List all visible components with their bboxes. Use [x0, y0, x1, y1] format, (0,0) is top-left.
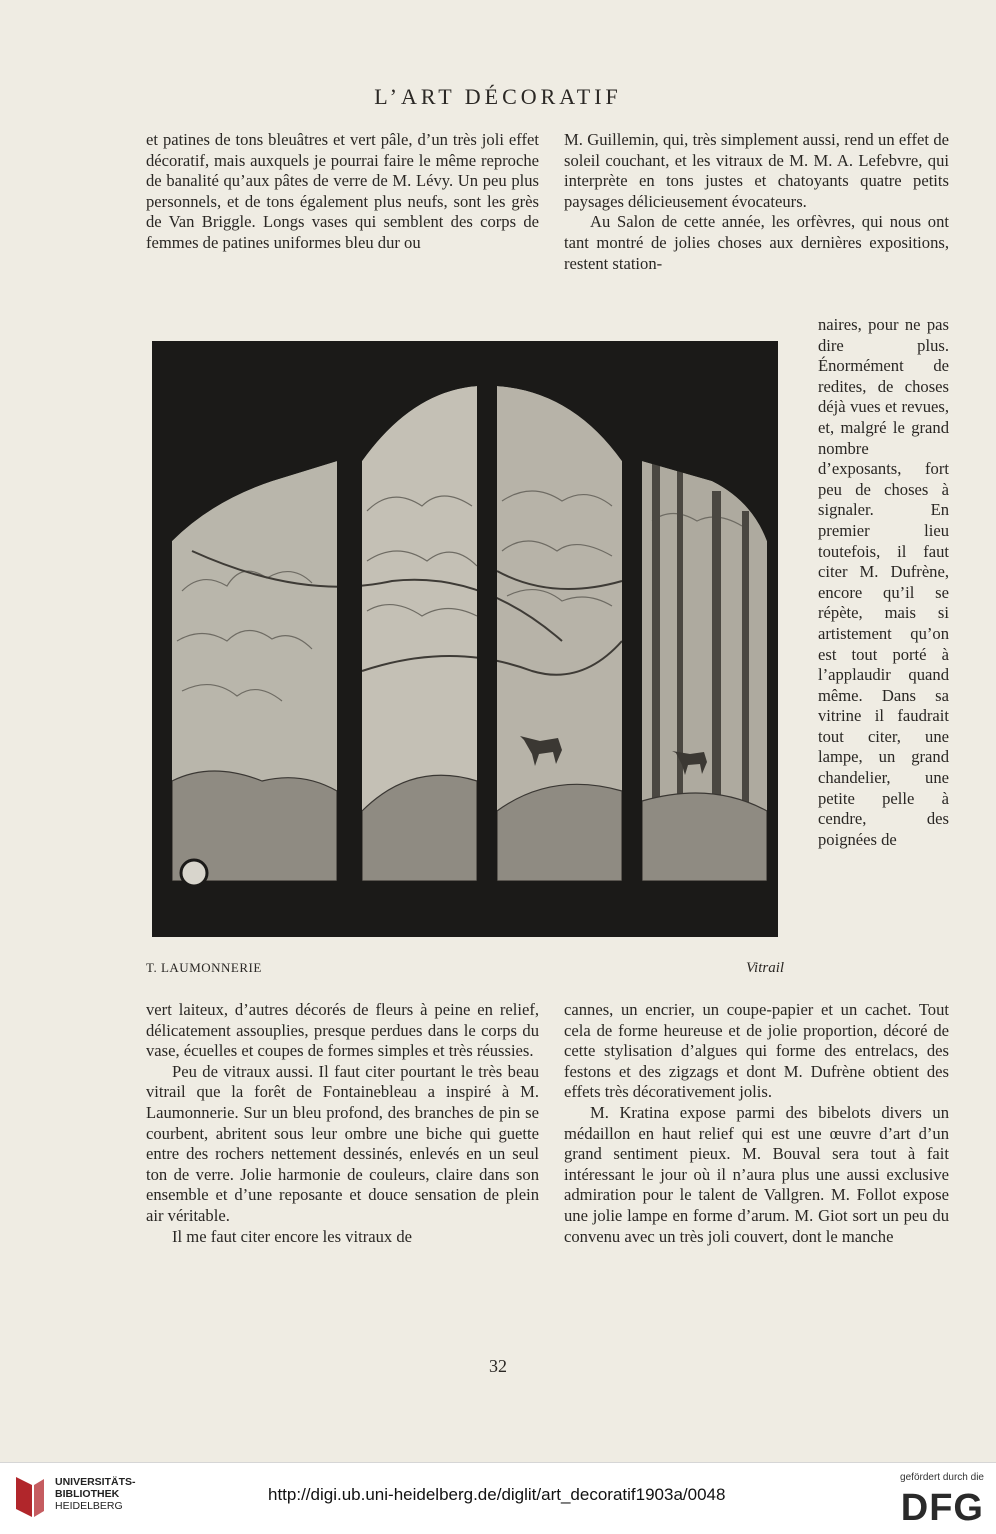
figure-credit: T. LAUMONNERIE [146, 960, 262, 975]
university-library-logo-icon [12, 1473, 48, 1521]
medallion [181, 860, 207, 886]
column-left-bottom [146, 1000, 539, 1247]
digitization-footer [0, 1462, 996, 1534]
column-narrow-beside-plate [818, 315, 949, 850]
running-head: L’ART DÉCORATIF [374, 84, 622, 109]
paragraph: naires, pour ne pas dire plus. Énormément de redites, de choses déjà vues et revues, et, malgré le grand nombre d’exposants, fort peu de choses à signaler. En premier lieu toutefois, il faut citer M. Dufrène, encore qu’il se répète, mais si artistement qu’on est tout porté à l’applaudir quand même. Dans sa vitrine il faudrait tout citer, une lampe, un grand chandelier, une petite pelle à cendre, des poignées de [818, 315, 949, 849]
column-right-bottom [564, 1000, 949, 1247]
paragraph: Peu de vitraux aussi. Il faut citer pourtant le très beau vitrail que la forêt de Fontainebleau a inspiré à M. Laumonnerie. Sur un bleu profond, des branches de pin se courbent, abritent sous leur ombre une biche qui guette entre des rochers nettement dessinés, enlevés en un seul ton de verre. Jolie harmonie de couleurs, claire dans son ensemble et d’une reposante et douce sensation de plein air véritable. [146, 1061, 539, 1225]
paragraph: cannes, un encrier, un coupe-papier et un cachet. Tout cela de forme heureuse et de jolie proportion, décoré de cette stylisation d’algues qui forme des entrelacs, des festons et des zigzags et dont M. Dufrène obtient des effets très décorativement jolis. [564, 1000, 949, 1102]
column-left-top [146, 130, 539, 254]
vitrail-illustration [152, 341, 778, 937]
paragraph: M. Kratina expose parmi des bibelots divers un médaillon en haut relief qui est une œuvre d’art d’un grand sentiment pieux. M. Bouval sera tout à fait intéressant le jour où il n’aura plus une aussi exclusive admiration pour le talent de Vallgren. M. Follot expose une jolie lampe en forme d’arum. M. Giot sort un peu du convenu avec un très joli couvert, dont le manche [564, 1102, 949, 1246]
library-name [55, 1476, 136, 1512]
column-right-top [564, 130, 949, 274]
permalink[interactable]: http://digi.ub.uni-heidelberg.de/diglit/art_decoratif1903a/0048 [268, 1485, 726, 1504]
dfg-logo: DFG [900, 1487, 984, 1529]
stained-glass-plate [152, 341, 778, 937]
figure-caption: Vitrail [746, 960, 785, 976]
paragraph: et patines de tons bleuâtres et vert pâle, d’un très joli effet décoratif, mais auxquels je pourrai faire le même reproche de banalité qu’aux pâtes de verre de M. Lévy. Un peu plus personnels, et de tons également plus neufs, sont les grès de Van Briggle. Longs vases qui semblent des corps de femmes de patines uniformes bleu dur ou [146, 130, 539, 252]
paragraph: Il me faut citer encore les vitraux de [172, 1226, 413, 1246]
funded-by-label: gefördert durch die [900, 1472, 984, 1483]
paragraph: M. Guillemin, qui, très simplement aussi, rend un effet de soleil couchant, et les vitraux de M. M. A. Lefebvre, qui interprète en tons justes et chatoyants quatre petits paysages délicieusement évocateurs. [564, 130, 949, 211]
paragraph: Au Salon de cette année, les orfèvres, qui nous ont tant montré de jolies choses aux dernières expositions, restent station- [564, 212, 949, 273]
library-name-line: UNIVERSITÄTS- [55, 1476, 136, 1488]
center-left-glass [362, 386, 477, 821]
library-name-line: HEIDELBERG [55, 1500, 123, 1512]
paragraph: vert laiteux, d’autres décorés de fleurs à peine en relief, délicatement assouplies, presque perdues dans le corps du vase, écuelles et coupes de formes simples et très réussies. [146, 1000, 539, 1061]
library-name-line: BIBLIOTHEK [55, 1488, 120, 1500]
page-number: 32 [489, 1356, 507, 1376]
